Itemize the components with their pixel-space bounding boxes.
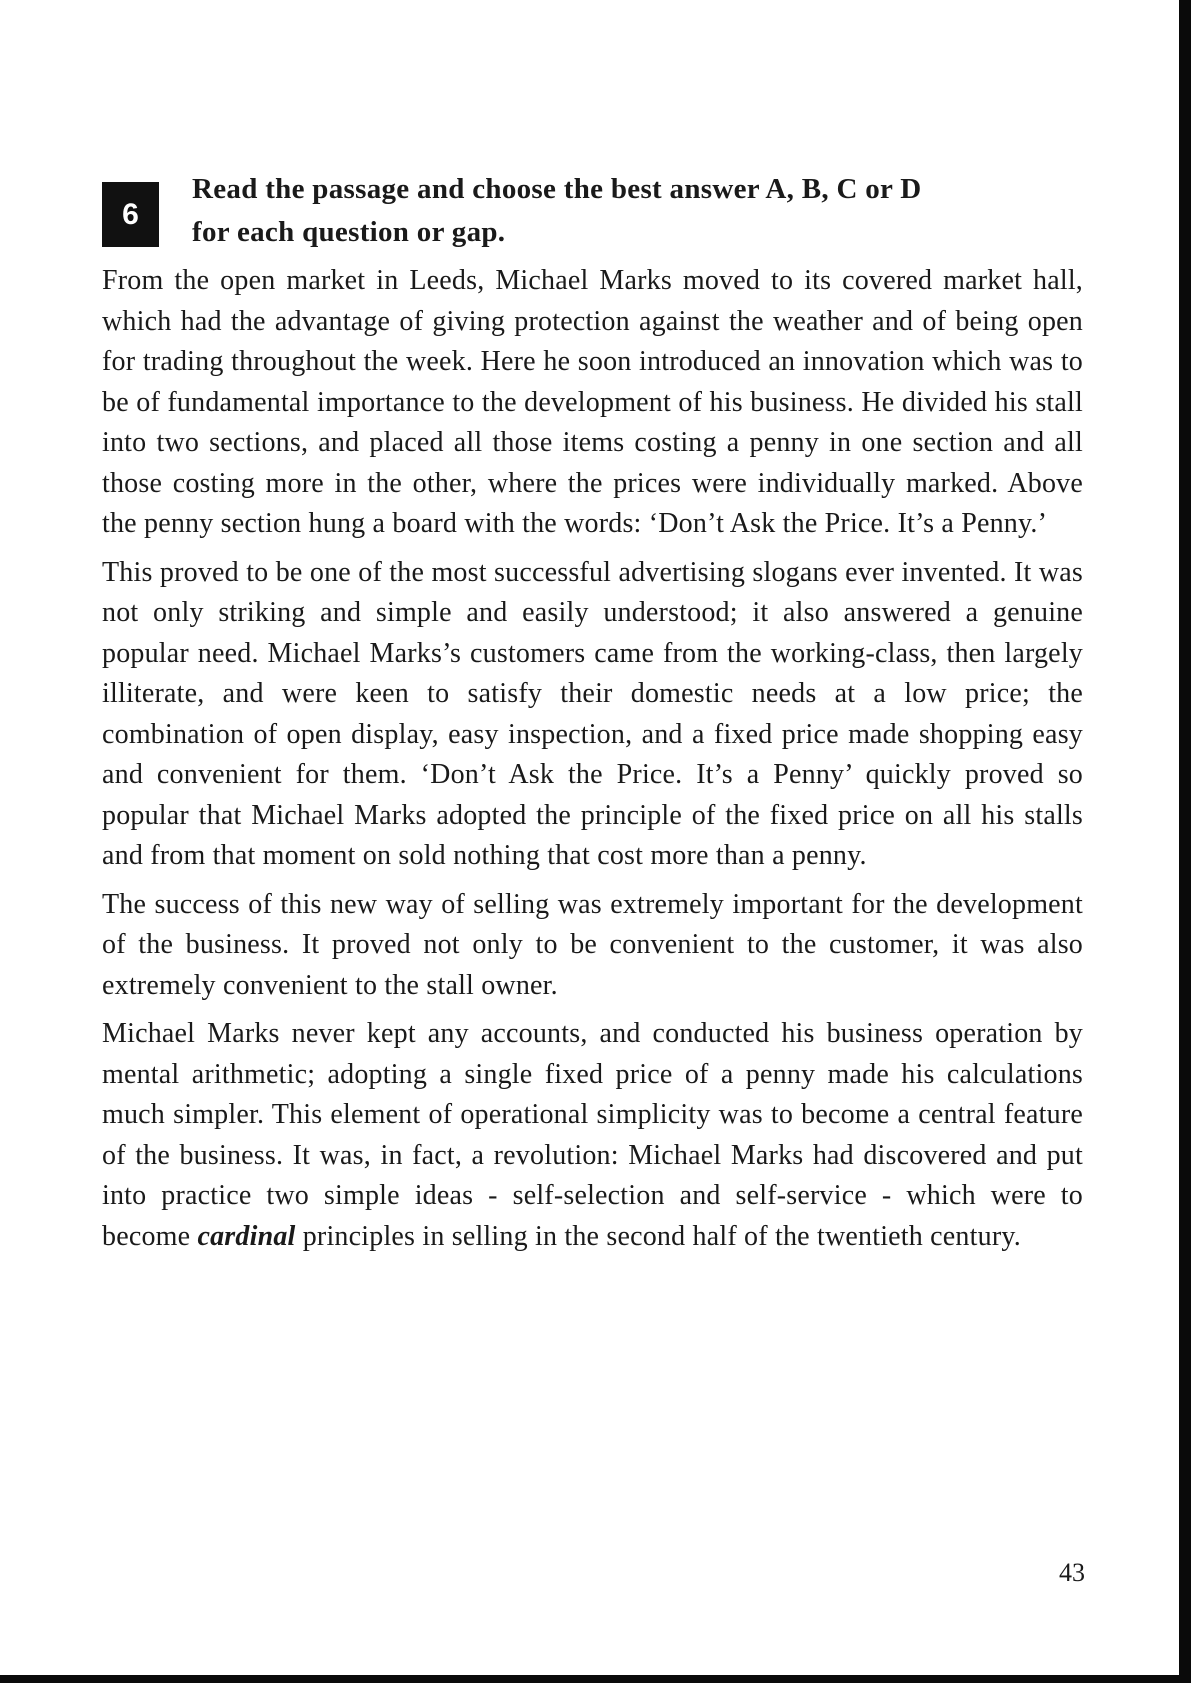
paragraph-4-text-before: Michael Marks never kept any accounts, and conducted his business operation by mental arithmetic; adopting a single fixed price of a penny made his calculations much simpler. This element of operational simplicity was to become a central feature of the business. It was, in fact, a revolution: Michael Marks had discovered and put into practice two simple ideas - self-selection and self-service - which were to become xyxy=(102,1018,1083,1252)
highlighted-word: cardinal xyxy=(197,1220,296,1252)
scan-edge-right xyxy=(1179,0,1191,1683)
reading-passage xyxy=(102,261,1083,1265)
paragraph-2: This proved to be one of the most successful advertising slogans ever invented. It was not only striking and simple and easily understood; it also answered a genuine popular need. Michael Marks’s customers came from the working-class, then largely illiterate, and were keen to satisfy their domestic needs at a low price; the combination of open display, easy inspection, and a fixed price made shopping easy and convenient for them. ‘Don’t Ask the Price. It’s a Penny’ quickly proved so popular that Michael Marks adopted the principle of the fixed price on all his stalls and from that moment on sold nothing that cost more than a penny. xyxy=(102,556,1083,871)
paragraph-4 xyxy=(102,1014,1083,1257)
exercise-instruction xyxy=(192,168,1092,254)
exercise-header xyxy=(102,168,1092,258)
exercise-number-badge: 6 xyxy=(102,182,159,247)
paragraph-4-text-after: principles in selling in the second half of the twentieth century. xyxy=(295,1220,1021,1252)
instruction-line-2: for each question or gap. xyxy=(192,216,506,248)
paragraph-1: From the open market in Leeds, Michael Marks moved to its covered market hall, which had the advantage of giving protection against the weather and of being open for trading throughout the week. Here he soon introduced an innovation which was to be of fundamental importance to the development of his business. He divided his stall into two sections, and placed all those items costing a penny in one section and all those costing more in the other, where the prices were individually marked. Above the penny section hung a board with the words: ‘Don’t Ask the Price. It’s a Penny.’ xyxy=(102,265,1083,539)
page-number: 43 xyxy=(1059,1558,1085,1587)
scan-edge-bottom xyxy=(0,1675,1191,1683)
paragraph-3: The success of this new way of selling was extremely important for the development of the business. It proved not only to be convenient to the customer, it was also extremely convenient to the stall owner. xyxy=(102,888,1083,1001)
instruction-line-1: Read the passage and choose the best answer A, B, C or D xyxy=(192,173,922,205)
